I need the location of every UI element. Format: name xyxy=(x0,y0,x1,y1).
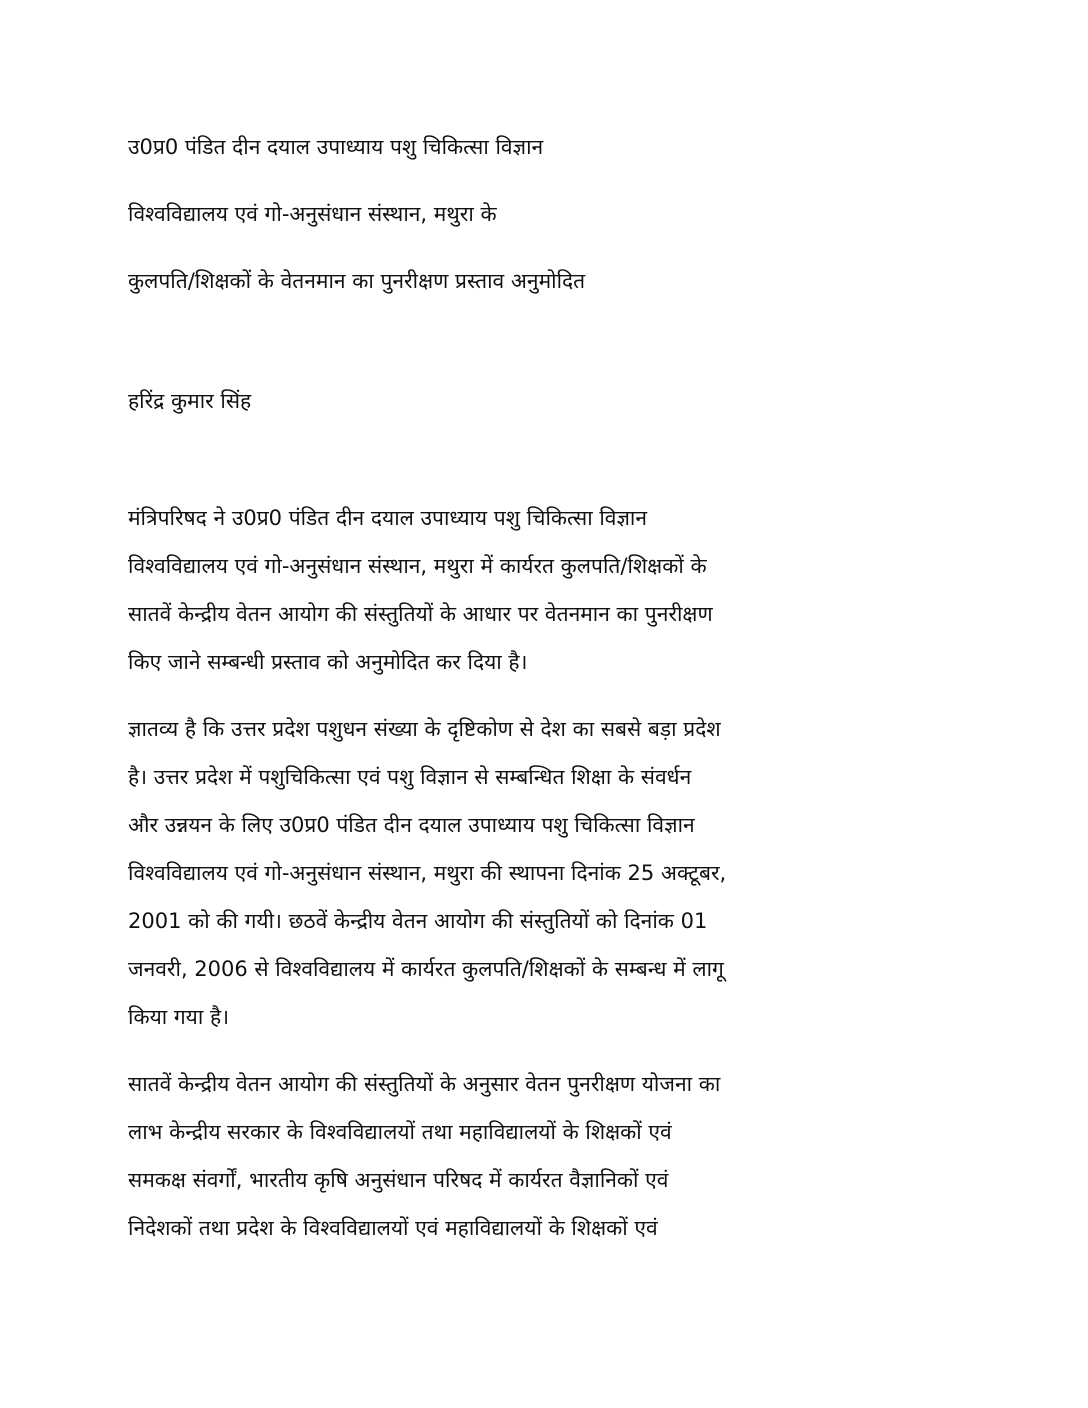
body-line: और उन्नयन के लिए उ0प्र0 पंडित दीन दयाल उपाध्याय पशु चिकित्सा विज्ञान xyxy=(128,813,695,837)
body-line: जनवरी, 2006 से विश्वविद्यालय में कार्यरत कुलपति/शिक्षकों के सम्बन्ध में लागू xyxy=(128,957,724,981)
body-line: विश्वविद्यालय एवं गो-अनुसंधान संस्थान, मथुरा की स्थापना दिनांक 25 अक्टूबर, xyxy=(128,861,727,885)
body-line: किया गया है। xyxy=(128,1005,230,1029)
body-line: विश्वविद्यालय एवं गो-अनुसंधान संस्थान, मथुरा में कार्यरत कुलपति/शिक्षकों के xyxy=(128,554,707,578)
body-line: सातवें केन्द्रीय वेतन आयोग की संस्तुतियों के अनुसार वेतन पुनरीक्षण योजना का xyxy=(128,1072,721,1096)
body-line: निदेशकों तथा प्रदेश के विश्वविद्यालयों एवं महाविद्यालयों के शिक्षकों एवं xyxy=(128,1216,658,1240)
body-line: सातवें केन्द्रीय वेतन आयोग की संस्तुतियों के आधार पर वेतनमान का पुनरीक्षण xyxy=(128,602,713,626)
headline-line: उ0प्र0 पंडित दीन दयाल उपाध्याय पशु चिकित्सा विज्ञान xyxy=(128,135,544,159)
body-line: समकक्ष संवर्गों, भारतीय कृषि अनुसंधान परिषद में कार्यरत वैज्ञानिकों एवं xyxy=(128,1168,669,1192)
body-line: लाभ केन्द्रीय सरकार के विश्वविद्यालयों तथा महाविद्यालयों के शिक्षकों एवं xyxy=(128,1120,672,1144)
body-line: मंत्रिपरिषद ने उ0प्र0 पंडित दीन दयाल उपाध्याय पशु चिकित्सा विज्ञान xyxy=(128,506,647,530)
body-line: 2001 को की गयी। छठवें केन्द्रीय वेतन आयोग की संस्तुतियों को दिनांक 01 xyxy=(128,909,708,933)
author-byline: हरिंद्र कुमार सिंह xyxy=(128,389,252,413)
body-line: है। उत्तर प्रदेश में पशुचिकित्सा एवं पशु विज्ञान से सम्बन्धित शिक्षा के संवर्धन xyxy=(128,765,692,789)
body-line: ज्ञातव्य है कि उत्तर प्रदेश पशुधन संख्या के दृष्टिकोण से देश का सबसे बड़ा प्रदेश xyxy=(128,717,721,741)
headline-line: विश्वविद्यालय एवं गो-अनुसंधान संस्थान, मथुरा के xyxy=(128,202,497,226)
body-line: किए जाने सम्बन्धी प्रस्ताव को अनुमोदित कर दिया है। xyxy=(128,650,528,674)
headline-line: कुलपति/शिक्षकों के वेतनमान का पुनरीक्षण प्रस्ताव अनुमोदित xyxy=(128,269,586,293)
